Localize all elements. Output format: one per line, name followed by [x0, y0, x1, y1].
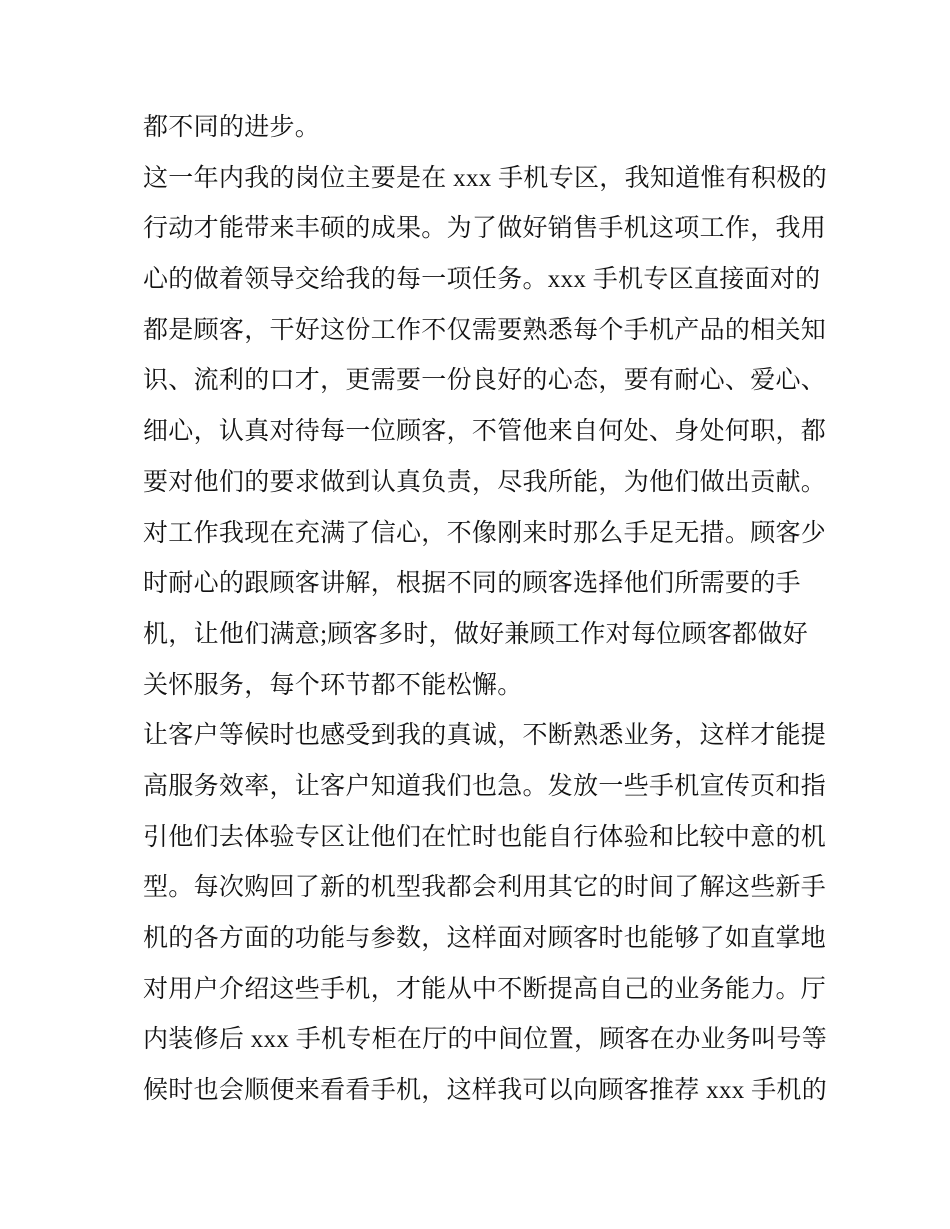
text-line: 引他们去体验专区让他们在忙时也能自行体验和比较中意的机 — [143, 823, 827, 851]
text-line: 都不同的进步。 — [143, 114, 321, 141]
text-line: 这一年内我的岗位主要是在 xxx 手机专区，我知道惟有积极的 — [143, 164, 828, 192]
text-line: 候时也会顺便来看看手机，这样我可以向顾客推荐 xxx 手机的 — [143, 1077, 828, 1105]
text-line: 机，让他们满意;顾客多时，做好兼顾工作对每位顾客都做好 — [143, 620, 809, 648]
text-line: 时耐心的跟顾客讲解，根据不同的顾客选择他们所需要的手 — [143, 570, 801, 598]
text-line: 都是顾客，干好这份工作不仅需要熟悉每个手机产品的相关知 — [143, 316, 827, 344]
text-line: 机的各方面的功能与参数，这样面对顾客时也能够了如直掌地 — [143, 925, 827, 952]
text-line: 内装修后 xxx 手机专柜在厅的中间位置，顾客在办业务叫号等 — [143, 1026, 828, 1054]
text-line: 对用户介绍这些手机，才能从中不断提高自己的业务能力。厅 — [143, 975, 827, 1003]
text-line: 高服务效率，让客户知道我们也急。发放一些手机宣传页和指 — [143, 772, 827, 800]
text-line: 关怀服务，每个环节都不能松懈。 — [143, 671, 523, 699]
document-page — [143, 103, 828, 1117]
text-line: 识、流利的口才，更需要一份良好的心态，要有耐心、爱心、 — [143, 367, 827, 395]
text-line: 型。每次购回了新的机型我都会利用其它的时间了解这些新手 — [143, 874, 827, 902]
text-line: 行动才能带来丰硕的成果。为了做好销售手机这项工作，我用 — [143, 215, 827, 243]
text-line: 细心，认真对待每一位顾客，不管他来自何处、身处何职，都 — [143, 418, 827, 446]
text-line: 让客户等候时也感受到我的真诚，不断熟悉业务，这样才能提 — [143, 722, 827, 750]
text-line: 对工作我现在充满了信心，不像刚来时那么手足无措。顾客少 — [143, 519, 827, 547]
text-line: 心的做着领导交给我的每一项任务。xxx 手机专区直接面对的 — [143, 266, 821, 294]
text-line: 要对他们的要求做到认真负责，尽我所能，为他们做出贡献。 — [143, 468, 827, 496]
